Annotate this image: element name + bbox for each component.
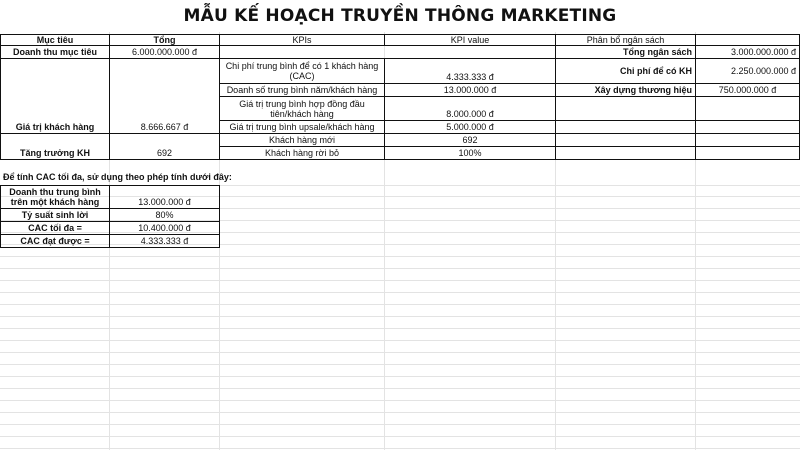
kpi-label[interactable]: Khách hàng rời bỏ — [219, 146, 385, 160]
goal-tang-truong-label[interactable]: Tăng trưởng KH — [0, 133, 110, 160]
cac-value[interactable]: 80% — [109, 208, 220, 222]
kpi-value[interactable]: 8.000.000 đ — [384, 96, 556, 121]
header-kpis[interactable]: KPIs — [219, 34, 385, 46]
budget-empty-cell[interactable] — [555, 120, 696, 134]
budget-total-label[interactable]: Tổng ngân sách — [555, 45, 696, 59]
cac-note: Để tính CAC tối đa, sử dụng theo phép tính dưới đây: — [3, 172, 232, 182]
sheet-title: MẪU KẾ HOẠCH TRUYỀN THÔNG MARKETING — [0, 0, 800, 32]
kpi-empty-row[interactable] — [219, 45, 556, 59]
budget-kh-value[interactable]: 2.250.000.000 đ — [695, 58, 800, 84]
cac-label[interactable]: Doanh thu trung bình trên một khách hàng — [0, 185, 110, 209]
budget-empty-cell[interactable] — [555, 133, 696, 147]
header-muc-tieu[interactable]: Mục tiêu — [0, 34, 110, 46]
goal-tang-truong-value[interactable]: 692 — [109, 133, 220, 160]
kpi-value[interactable]: 5.000.000 đ — [384, 120, 556, 134]
kpi-label[interactable]: Chi phí trung bình để có 1 khách hàng (CAC) — [219, 58, 385, 84]
cac-label[interactable]: CAC đạt được = — [0, 234, 110, 248]
kpi-value[interactable]: 100% — [384, 146, 556, 160]
budget-empty-cell[interactable] — [695, 133, 800, 147]
budget-empty-cell[interactable] — [555, 146, 696, 160]
budget-empty-cell[interactable] — [695, 146, 800, 160]
budget-empty-cell[interactable] — [695, 120, 800, 134]
goal-doanh-thu-value[interactable]: 6.000.000.000 đ — [109, 45, 220, 59]
kpi-label[interactable]: Giá trị trung bình upsale/khách hàng — [219, 120, 385, 134]
budget-brand-value[interactable]: 750.000.000 đ — [695, 83, 800, 97]
cac-label[interactable]: Tỷ suất sinh lời — [0, 208, 110, 222]
goal-gia-tri-value[interactable]: 8.666.667 đ — [109, 58, 220, 134]
cac-value[interactable]: 13.000.000 đ — [109, 185, 220, 209]
kpi-label[interactable]: Doanh số trung bình năm/khách hàng — [219, 83, 385, 97]
cac-value[interactable]: 10.400.000 đ — [109, 221, 220, 235]
kpi-value[interactable]: 692 — [384, 133, 556, 147]
budget-total-value[interactable]: 3.000.000.000 đ — [695, 45, 800, 59]
kpi-label[interactable]: Khách hàng mới — [219, 133, 385, 147]
budget-brand-label[interactable]: Xây dựng thương hiệu — [555, 83, 696, 97]
budget-kh-label[interactable]: Chi phí để có KH — [555, 58, 696, 84]
header-kpi-value[interactable]: KPI value — [384, 34, 556, 46]
kpi-value[interactable]: 13.000.000 đ — [384, 83, 556, 97]
header-tong[interactable]: Tổng — [109, 34, 220, 46]
goal-doanh-thu-label[interactable]: Doanh thu mục tiêu — [0, 45, 110, 59]
kpi-value[interactable]: 4.333.333 đ — [384, 58, 556, 84]
goal-gia-tri-label[interactable]: Giá trị khách hàng — [0, 58, 110, 134]
budget-empty-cell[interactable] — [695, 96, 800, 121]
cac-value[interactable]: 4.333.333 đ — [109, 234, 220, 248]
cac-label[interactable]: CAC tối đa = — [0, 221, 110, 235]
kpi-label[interactable]: Giá trị trung bình hợp đồng đầu tiên/khách hàng — [219, 96, 385, 121]
header-phan-bo[interactable]: Phân bổ ngân sách — [555, 34, 696, 46]
budget-empty-cell[interactable] — [555, 96, 696, 121]
